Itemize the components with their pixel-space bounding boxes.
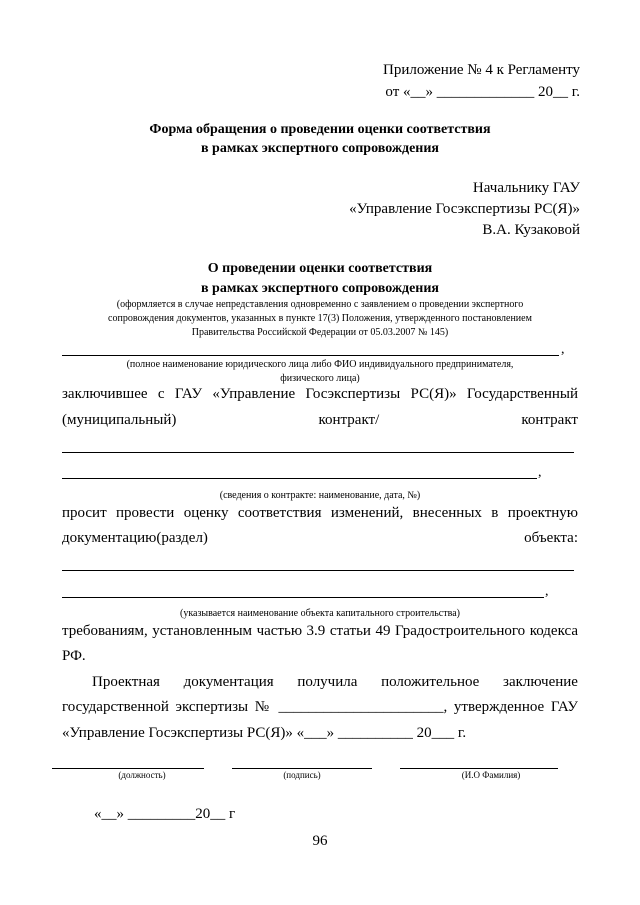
request-line-1: просит провести оценку соответствия изменений, внесенных в проектную — [62, 505, 578, 521]
conclusion-word-1: Проектная — [92, 674, 160, 690]
conclusion-word-3: получила — [297, 674, 358, 690]
contract-word-municipal: (муниципальный) — [62, 412, 177, 428]
requirements-line-1: требованиям, установленным частью 3.9 статьи 49 Градостроительного кодекса — [62, 623, 578, 639]
contract-caption: (сведения о контракте: наименование, дата, №) — [219, 490, 421, 501]
position-caption: (должность) — [118, 770, 166, 780]
contract-line-2 — [62, 412, 578, 429]
applicant-comma: , — [561, 342, 565, 357]
contract-details-line-1 — [62, 452, 574, 453]
contract-details-line-2 — [62, 478, 537, 479]
conclusion-line-1 — [92, 674, 578, 691]
conclusion-word-4: положительное — [381, 674, 480, 690]
contract-line-1: заключившее с ГАУ «Управление Госэкспертизы РС(Я)» Государственный — [62, 386, 578, 402]
conclusion-word-5: заключение — [503, 674, 578, 690]
form-title-line-2: в рамках экспертного сопровождения — [200, 141, 440, 156]
name-signature-line — [400, 768, 558, 769]
note-line-2: сопровождения документов, указанных в пункте 17(3) Положения, утвержденного постановлением — [108, 313, 532, 324]
request-caption: (указывается наименование объекта капитального строительства) — [180, 608, 460, 619]
request-comma: , — [545, 584, 549, 599]
appendix-line-2: от «__» _____________ 20__ г. — [385, 84, 580, 100]
request-line-2 — [62, 530, 578, 547]
note-line-3: Правительства Российской Федерации от 05.03.2007 № 145) — [191, 327, 449, 338]
note-line-1: (оформляется в случае непредставления одновременно с заявлением о проведении экспертного — [116, 299, 524, 310]
addressee-line-1: Начальнику ГАУ — [472, 180, 580, 196]
position-signature-line — [52, 768, 204, 769]
signature-line — [232, 768, 372, 769]
applicant-name-line — [62, 355, 559, 356]
conclusion-word-2: документация — [183, 674, 274, 690]
subject-line-2: в рамках экспертного сопровождения — [200, 281, 440, 296]
conclusion-line-3: «Управление Госэкспертизы РС(Я)» «___» __________ 20___ г. — [62, 725, 467, 741]
request-word-object: объекта: — [524, 530, 578, 546]
applicant-caption-1: (полное наименование юридического лица либо ФИО индивидуального предпринимателя, — [126, 359, 514, 370]
contract-word-contract-slash: контракт/ — [318, 412, 380, 428]
requirements-line-2: РФ. — [62, 648, 86, 664]
page-number: 96 — [312, 833, 328, 849]
conclusion-line-2: государственной экспертизы № ______________________, утвержденное ГАУ — [62, 699, 578, 715]
appendix-line-1: Приложение № 4 к Регламенту — [383, 62, 580, 78]
contract-word-contract: контракт — [521, 412, 578, 428]
object-name-line-2 — [62, 597, 544, 598]
addressee-line-2: «Управление Госэкспертизы РС(Я)» — [349, 201, 580, 217]
addressee-line-3: В.А. Кузаковой — [482, 222, 580, 238]
applicant-caption-2: физического лица) — [280, 373, 360, 384]
date-line: «__» _________20__ г — [94, 806, 236, 822]
form-title-line-1: Форма обращения о проведении оценки соответствия — [149, 122, 491, 137]
subject-line-1: О проведении оценки соответствия — [207, 261, 433, 276]
object-name-line-1 — [62, 570, 574, 571]
name-caption: (И.О Фамилия) — [461, 770, 521, 780]
request-word-documentation: документацию(раздел) — [62, 530, 208, 546]
signature-caption: (подпись) — [283, 770, 321, 780]
contract-comma: , — [538, 465, 542, 480]
